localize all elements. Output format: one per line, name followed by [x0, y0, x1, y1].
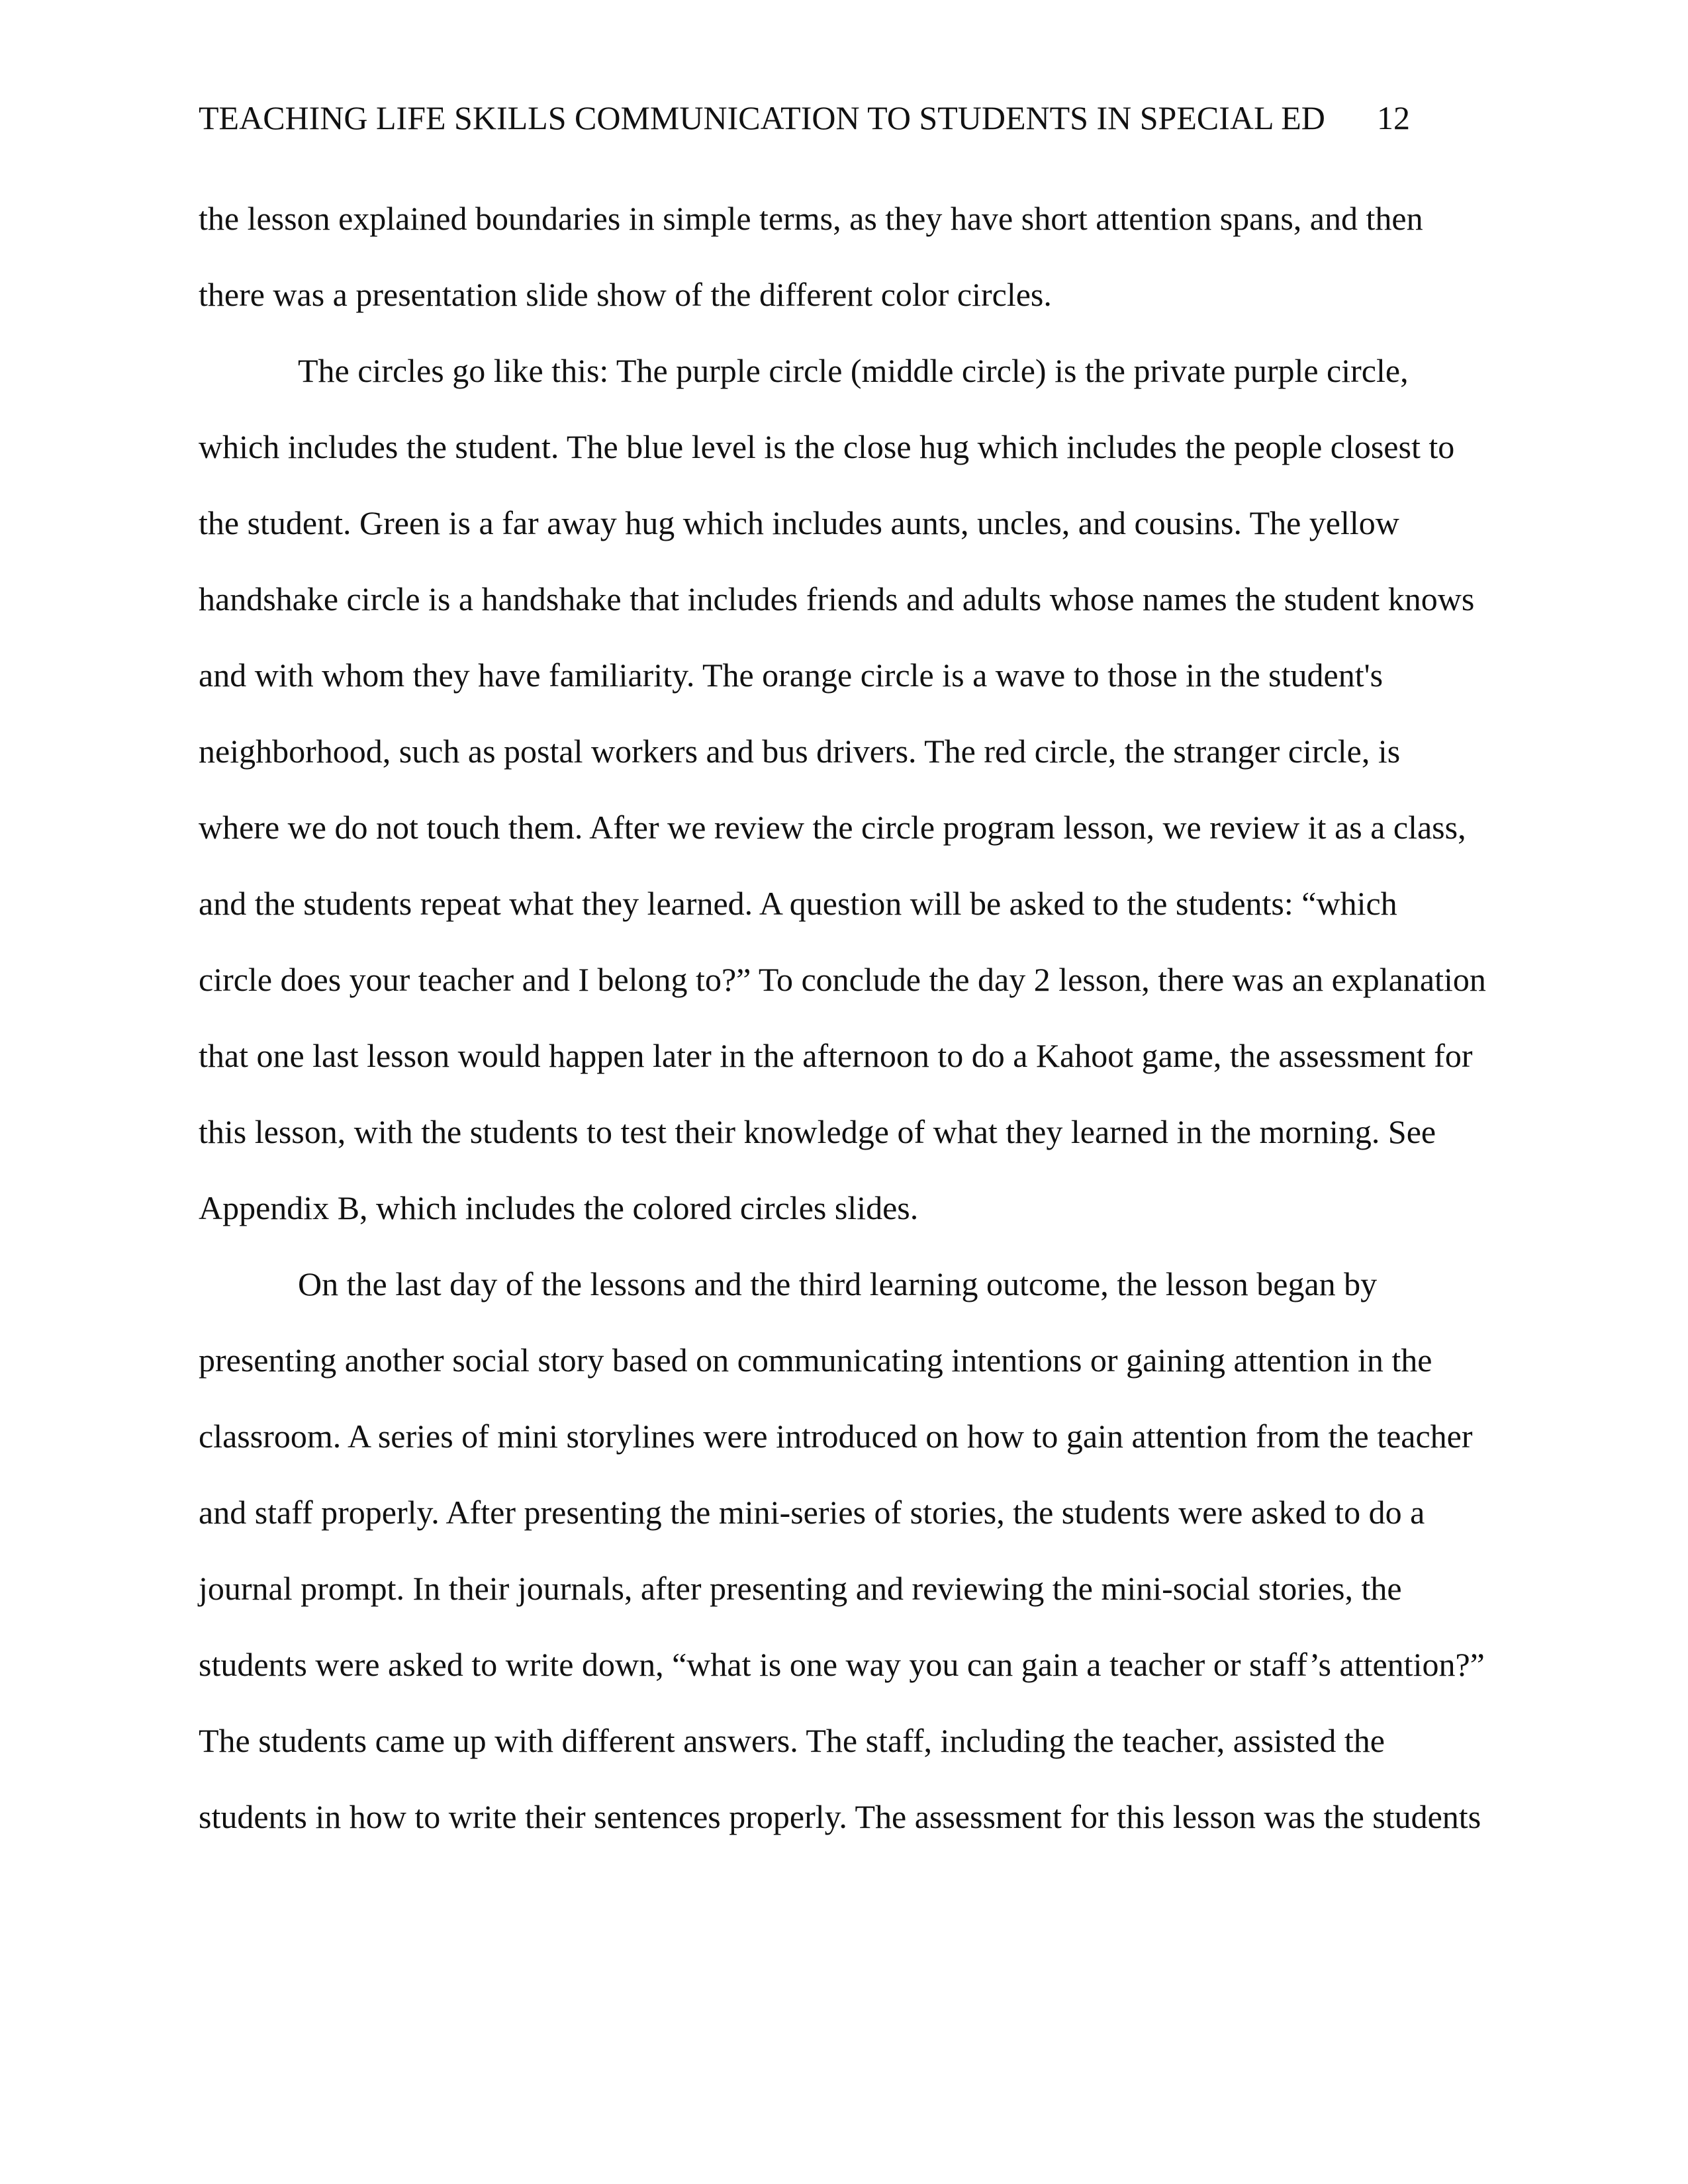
text-line: there was a presentation slide show of the different color circles.: [199, 276, 1052, 313]
text-line: classroom. A series of mini storylines were introduced on how to gain attention from the teacher: [199, 1418, 1473, 1455]
text-line: circle does your teacher and I belong to?” To conclude the day 2 lesson, there was an explanation: [199, 961, 1486, 998]
text-line: Appendix B, which includes the colored circles slides.: [199, 1189, 919, 1226]
text-line: handshake circle is a handshake that includes friends and adults whose names the student knows: [199, 580, 1475, 617]
text-line: The students came up with different answers. The staff, including the teacher, assisted the: [199, 1722, 1385, 1759]
text-line: students in how to write their sentences properly. The assessment for this lesson was the students: [199, 1798, 1481, 1835]
text-line: where we do not touch them. After we review the circle program lesson, we review it as a class,: [199, 809, 1466, 846]
page-number: 12: [1377, 99, 1410, 136]
text-line: this lesson, with the students to test their knowledge of what they learned in the morning. See: [199, 1113, 1436, 1150]
body-text: [199, 195, 1489, 1870]
text-line: presenting another social story based on communicating intentions or gaining attention in the: [199, 1342, 1432, 1379]
text-line: journal prompt. In their journals, after presenting and reviewing the mini-social stories, the: [199, 1570, 1402, 1607]
running-head-title: TEACHING LIFE SKILLS COMMUNICATION TO STUDENTS IN SPECIAL ED: [199, 99, 1325, 136]
text-line: neighborhood, such as postal workers and bus drivers. The red circle, the stranger circle, is: [199, 733, 1401, 770]
text-line: that one last lesson would happen later in the afternoon to do a Kahoot game, the assessment for: [199, 1037, 1473, 1074]
text-line: and the students repeat what they learned. A question will be asked to the students: “which: [199, 885, 1397, 922]
text-line: which includes the student. The blue level is the close hug which includes the people closest to: [199, 428, 1455, 465]
text-line: students were asked to write down, “what is one way you can gain a teacher or staff’s attention?”: [199, 1646, 1485, 1683]
text-line: and with whom they have familiarity. The orange circle is a wave to those in the student's: [199, 657, 1383, 694]
text-line: the student. Green is a far away hug which includes aunts, uncles, and cousins. The yellow: [199, 504, 1399, 541]
paragraph-start-line: The circles go like this: The purple circle (middle circle) is the private purple circle,: [298, 352, 1409, 389]
text-line: and staff properly. After presenting the mini-series of stories, the students were asked to do a: [199, 1494, 1425, 1531]
text-line: the lesson explained boundaries in simple terms, as they have short attention spans, and then: [199, 200, 1423, 237]
paragraph-start-line: On the last day of the lessons and the third learning outcome, the lesson began by: [298, 1265, 1378, 1302]
